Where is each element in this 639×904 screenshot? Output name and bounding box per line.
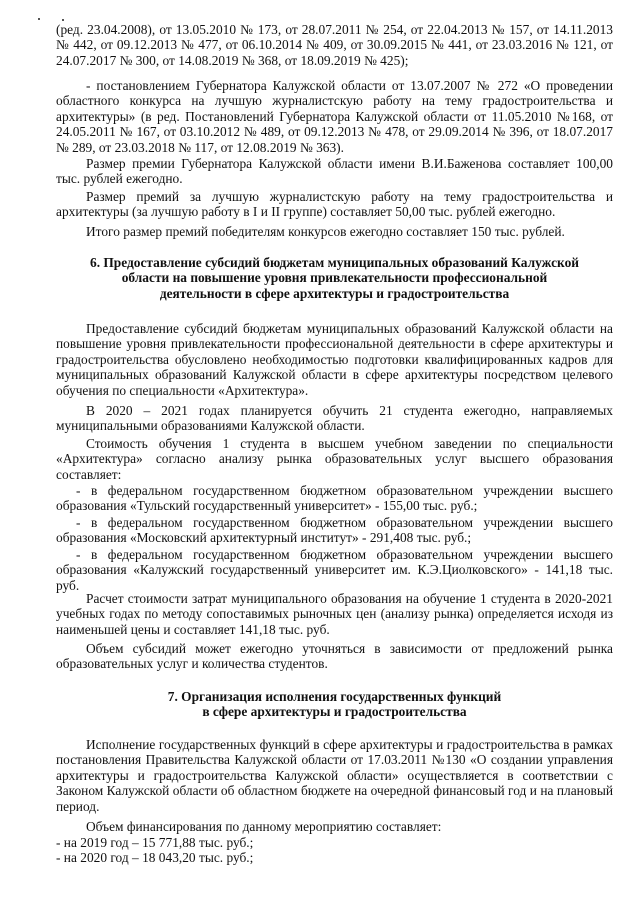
section-6-item-moscow-institute: - в федеральном государственном бюджетном образовательном учреждении высшего образования «Московский архитектурный институт» - 291,408 тыс. руб.; <box>56 515 613 546</box>
section-6-paragraph-subsidy-volume: Объем субсидий может ежегодно уточняться в зависимости от предложений рынка образовательных услуг и количества студентов. <box>56 641 613 672</box>
section-7-heading-line: в сфере архитектуры и градостроительства <box>202 704 467 720</box>
scan-speck <box>38 18 40 20</box>
section-6-heading-line: области на повышение уровня привлекательности профессиональной <box>121 270 548 286</box>
list-item: - на 2020 год – 18 043,20 тыс. руб.; <box>56 850 254 866</box>
paragraph-journalism-prize: Размер премий за лучшую журналистскую работу на тему градостроительства и архитектуры (за лучшую работу в I и II группе) составляет 50,00 тыс. рублей ежегодно. <box>56 189 613 220</box>
section-7-heading <box>56 689 613 720</box>
section-7-paragraph-funding: Объем финансирования по данному мероприятию составляет: <box>86 819 442 834</box>
section-6-heading-line: деятельности в сфере архитектуры и градостроительства <box>159 285 510 301</box>
section-6-heading <box>56 255 613 301</box>
paragraph-bazhenov-prize: Размер премии Губернатора Калужской области имени В.И.Баженова составляет 100,00 тыс. рублей ежегодно. <box>56 156 613 187</box>
section-7-funding-list <box>56 835 613 866</box>
section-6-item-tula-university: - в федеральном государственном бюджетном образовательном учреждении высшего образования «Тульский государственный университет» - 155,00 тыс. руб.; <box>56 483 613 514</box>
paragraph-total-prizes: Итого размер премий победителям конкурсов ежегодно составляет 150 тыс. рублей. <box>86 224 565 239</box>
section-6-item-kaluga-university: - в федеральном государственном бюджетном образовательном учреждении высшего образования «Калужский государственный университет им. К.Э.Циолковского» - 141,18 тыс. руб. <box>56 547 613 593</box>
paragraph-amendments-list: (ред. 23.04.2008), от 13.05.2010 № 173, от 28.07.2011 № 254, от 22.04.2013 № 157, от 14.11.2013 № 442, от 09.12.2013 № 477, от 06.10.2014 № 409, от 30.09.2015 № 441, от 23.03.2016 № 121, от 24.07.2017 № 300, от 14.08.2019 № 368, от 18.09.2019 № 425); <box>56 22 613 68</box>
section-6-paragraph-purpose: Предоставление субсидий бюджетам муниципальных образований Калужской области на повышение уровня привлекательности профессиональной деятельности в сфере архитектуры и градостроительства обусловлено необходимостью подготовки квалифицированных кадров для муниципальных образований Калужской области в сфере архитектуры посредством целевого обучения по специальности «Архитектура». <box>56 321 613 398</box>
section-6-paragraph-cost-calculation: Расчет стоимости затрат муниципального образования на обучение 1 студента в 2020-2021 учебных годах по методу сопоставимых рыночных цен (анализу рынка) определяется исходя из наименьшей цены и составляет 141,18 тыс. руб. <box>56 591 613 637</box>
section-6-heading-line: 6. Предоставление субсидий бюджетам муниципальных образований Калужской <box>90 255 579 270</box>
section-7-heading-line: 7. Организация исполнения государственных функций <box>167 689 502 704</box>
paragraph-governor-decree: - постановлением Губернатора Калужской области от 13.07.2007 № 272 «О проведении областного конкурса на лучшую журналистскую работу на тему градостроительства и архитектуры» (в ред. Постановлений Губернатора Калужской области от 11.05.2010 №168, от 24.05.2011 № 167, от 03.10.2012 № 489, от 09.12.2013 № 478, от 29.09.2014 № 396, от 18.07.2017 № 289, от 23.03.2018 № 117, от 12.08.2019 № 363). <box>56 78 613 155</box>
list-item: - на 2019 год – 15 771,88 тыс. руб.; <box>56 835 254 850</box>
scan-speck <box>62 19 64 21</box>
section-7-paragraph-functions: Исполнение государственных функций в сфере архитектуры и градостроительства в рамках постановления Правительства Калужской области от 17.03.2011 №130 «О создании управления архитектуры и градостроительства Калужской области» осуществляется в соответствии с Законом Калужской области об областном бюджете на очередной финансовый год и на плановый период. <box>56 737 613 814</box>
section-6-paragraph-tuition-cost: Стоимость обучения 1 студента в высшем учебном заведении по специальности «Архитектура» согласно анализу рынка образовательных услуг высшего образования составляет: <box>56 436 613 482</box>
section-6-paragraph-students-plan: В 2020 – 2021 годах планируется обучить 21 студента ежегодно, направляемых муниципальными образованиями Калужской области. <box>56 403 613 434</box>
